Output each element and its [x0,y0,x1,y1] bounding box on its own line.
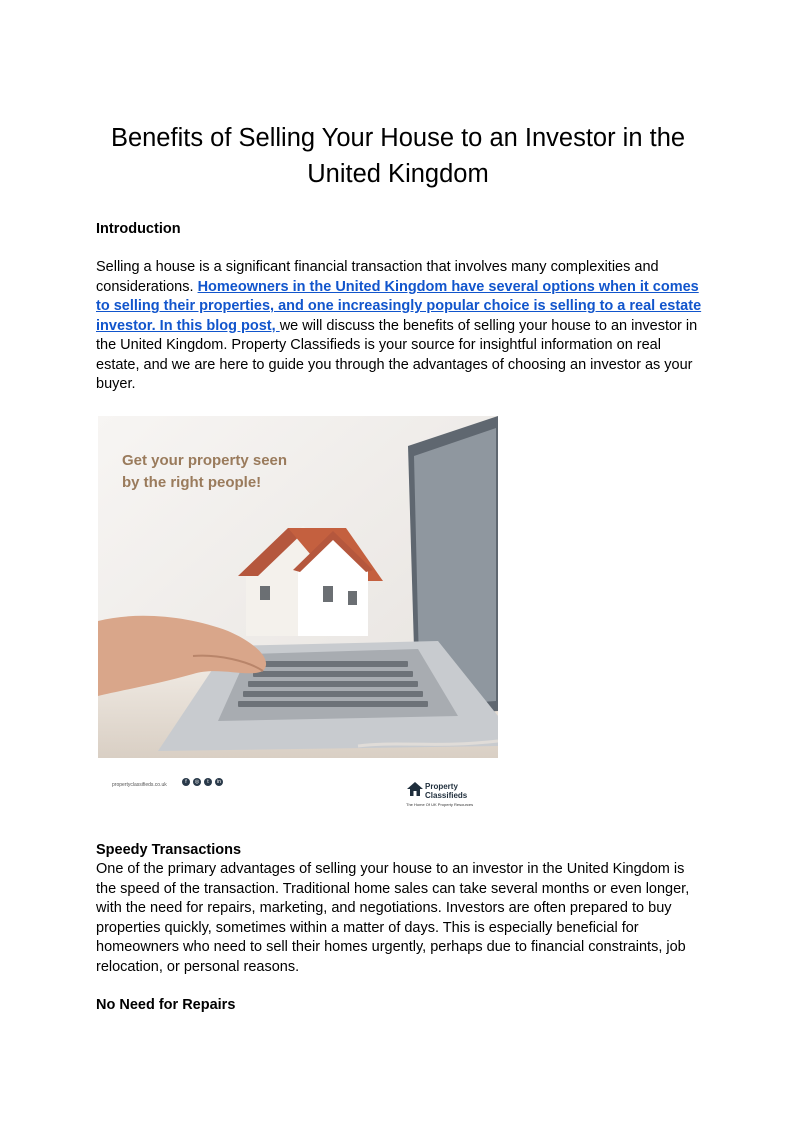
property-classifieds-logo [406,782,474,807]
intro-text-start: Selling a house is a significant financial transaction that involves many complexities and considerations. [96,259,659,295]
section-heading-speedy-transactions: Speedy Transactions [96,842,242,858]
twitter-icon: t [204,778,212,786]
article-image [98,416,498,816]
image-tagline [122,450,287,494]
section-heading-no-repairs: No Need for Repairs [96,997,236,1013]
logo-name: Property Classifieds [425,782,468,800]
instagram-icon: ◎ [194,779,200,785]
facebook-icon: f [182,778,190,786]
image-tagline-line-2: by the right people! [122,474,262,491]
intro-heading: Introduction [96,221,181,237]
image-footer [98,758,498,816]
intro-text-end: we will discuss the benefits of selling your house to an investor in the United Kingdom. Property Classifieds is your source for insightful information on real estate, and we are here to guide you through the advantages of choosing an investor as your buyer. [96,317,698,392]
linkedin-icon: in [215,778,223,786]
house-logo-icon [407,782,423,796]
logo-tagline: The Home Of UK Property Resources [406,802,474,807]
section-paragraph-speedy-transactions: One of the primary advantages of selling your house to an investor in the United Kingdom is the speed of the transaction. Traditional home sales can take several months or even longer, with the need for repairs, marketing, and negotiations. Investors are often prepared to buy properties quickly, sometimes within a matter of days. This is especially beneficial for homeowners who need to sell their homes urgently, perhaps due to financial constraints, job relocation, or personal reasons. [96,861,690,975]
social-icons [182,778,223,786]
intro-paragraph [96,258,702,395]
intro-link[interactable]: Homeowners in the United Kingdom have several options when it comes to selling their properties, and one increasingly popular choice is selling to a real estate investor. In this blog post, [96,278,702,334]
page-title: Benefits of Selling Your House to an Investor in the United Kingdom [110,124,686,188]
image-site-url: propertyclassifieds.co.uk [112,782,167,788]
image-tagline-line-1: Get your property seen [122,452,288,469]
